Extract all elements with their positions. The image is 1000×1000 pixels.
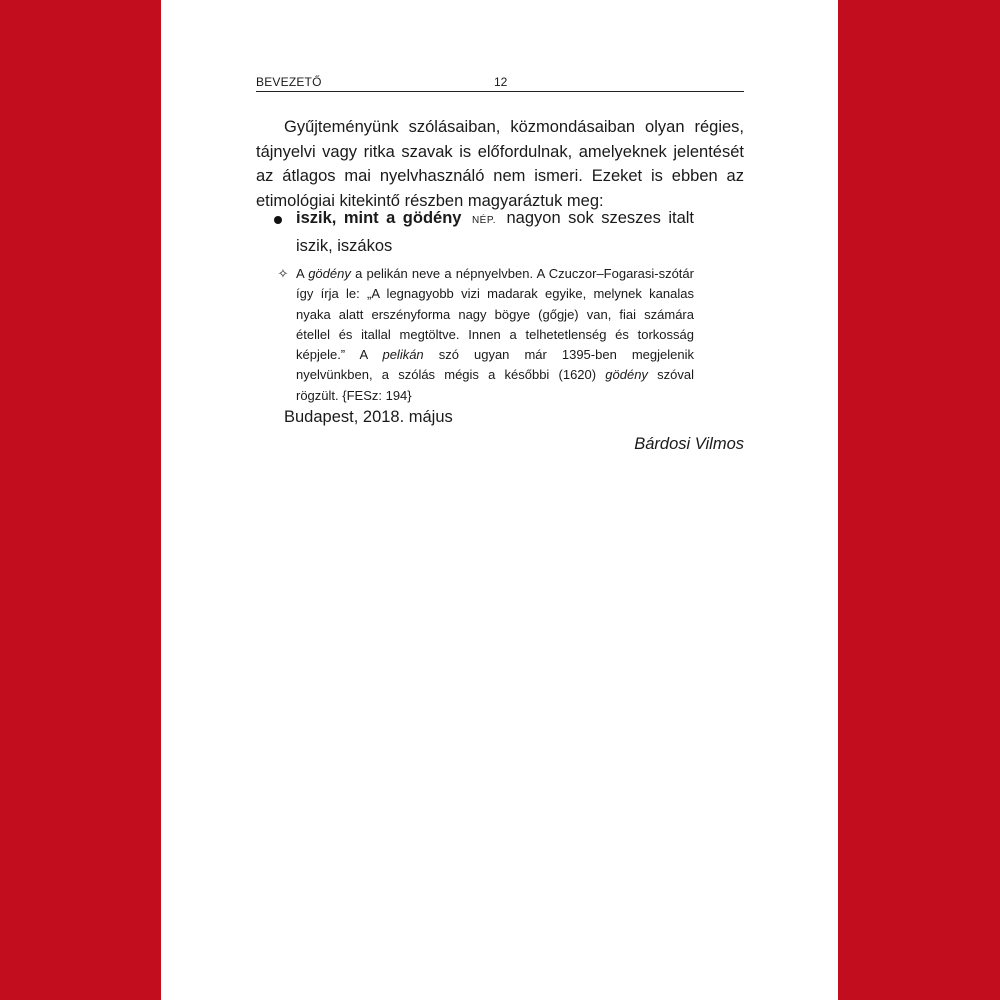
running-head	[256, 73, 744, 92]
note-word-godeny-2: gödény	[605, 367, 648, 383]
note-text-3: szóval rögzült. {FESz: 194}	[296, 367, 694, 403]
etymology-note	[277, 264, 694, 406]
intro-paragraph: Gyűjteményünk szólásaiban, közmondásaiban olyan régies, tájnyelvi vagy ritka szavak is előfordulnak, amelyeknek jelentését az átlagos mai nyelvhasználó nem ismeri. Ezeket is ebben az etimológiai kitekintő részben magyaráztuk meg:	[256, 118, 744, 210]
note-word-godeny: gödény	[308, 266, 351, 281]
page-number: 12	[494, 75, 508, 89]
dictionary-entry	[276, 206, 694, 406]
note-text-1: a pelikán neve a népnyelvben. A Czuczor–Fogarasi-szótár így írja le: „A legnagyobb vizi madarak egyike, melynek kanalas nyaka alatt erszényforma nagy bögye (gőgje) van, fiai számára étellel és itallal megtöltve. Innen a telhetetlenség és torkosság képjele.” A	[296, 266, 694, 363]
author-signature: Bárdosi Vilmos	[634, 435, 744, 453]
bullet-icon	[274, 216, 282, 224]
note-text-2: szó ugyan már 1395-ben megjelenik nyelvünkben, a szólás mégis a későbbi (1620)	[296, 347, 694, 383]
star-outline-icon: ✧	[277, 266, 289, 281]
entry-definition: nagyon sok szeszes italt iszik, iszákos	[296, 209, 694, 255]
section-title: BEVEZETŐ	[256, 75, 322, 89]
note-word-pelikan: pelikán	[382, 347, 424, 363]
entry-headline	[296, 206, 694, 258]
entry-term: iszik, mint a gödény	[296, 209, 462, 227]
note-prefix: A	[296, 266, 304, 281]
place-date: Budapest, 2018. május	[284, 408, 453, 426]
usage-label: NÉP.	[471, 215, 496, 226]
